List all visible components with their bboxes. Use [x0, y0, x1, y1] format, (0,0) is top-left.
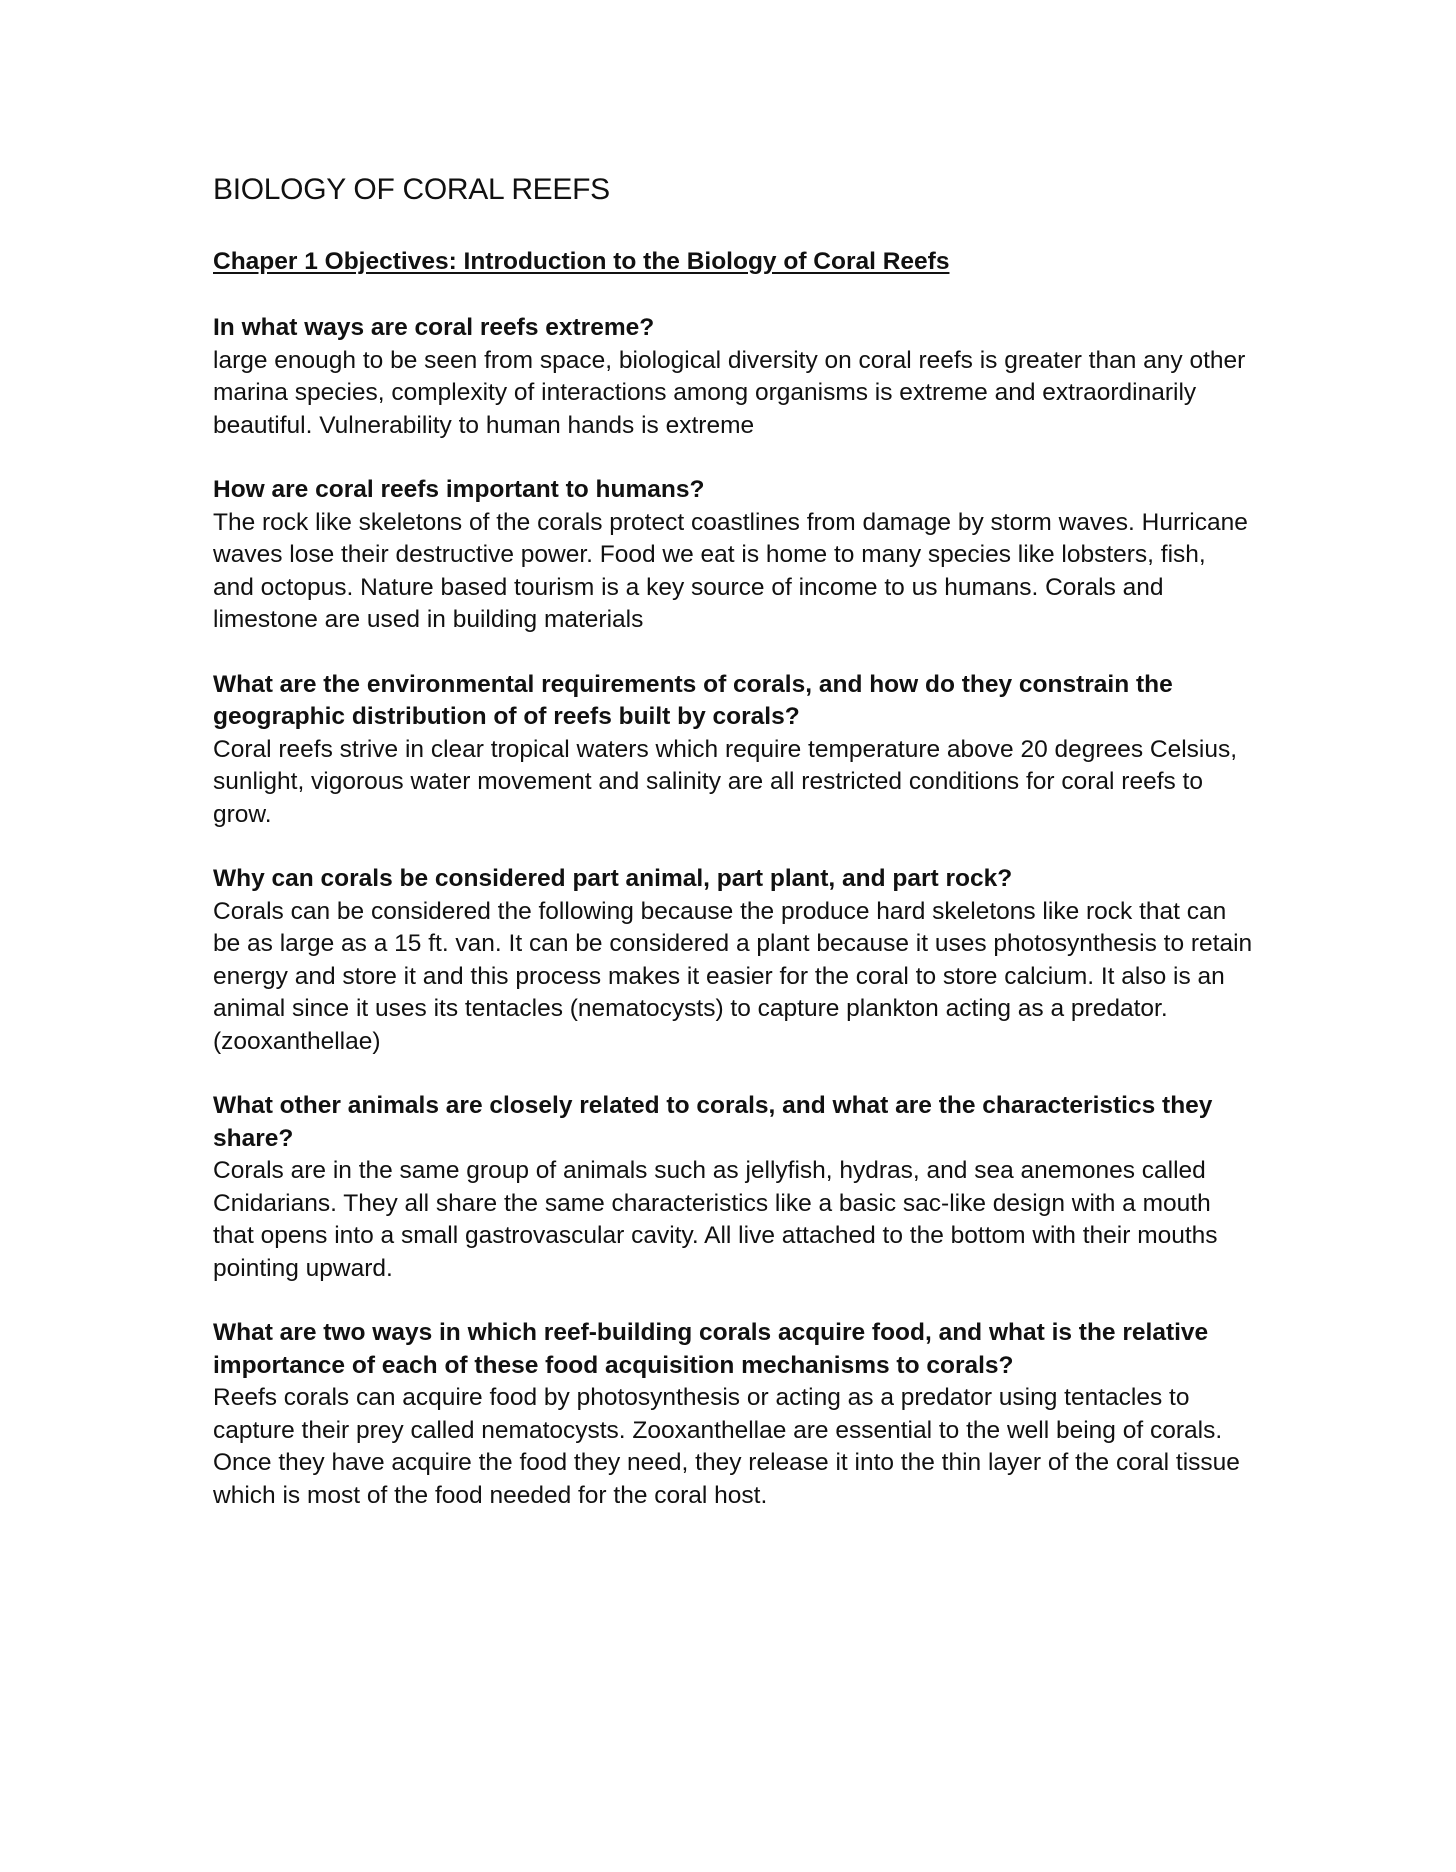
question: What other animals are closely related to corals, and what are the characteristics they share? [213, 1092, 1213, 1152]
chapter-heading: Chaper 1 Objectives: Introduction to the Biology of Coral Reefs [213, 248, 950, 275]
document-page [213, 170, 1253, 1544]
answer: large enough to be seen from space, biological diversity on coral reefs is greater than any other marina species, complexity of interactions among organisms is extreme and extraordinarily beautiful. Vulnerability to human hands is extreme [213, 346, 1246, 439]
qa-section [213, 312, 1253, 442]
answer: Coral reefs strive in clear tropical waters which require temperature above 20 degrees Celsius, sunlight, vigorous water movement and salinity are all restricted conditions for coral reefs to grow. [213, 735, 1238, 828]
question: What are two ways in which reef-building corals acquire food, and what is the relative importance of each of these food acquisition mechanisms to corals? [213, 1319, 1209, 1379]
question: How are coral reefs important to humans? [213, 476, 705, 503]
answer: Corals can be considered the following because the produce hard skeletons like rock that can be as large as a 15 ft. van. It can be considered a plant because it uses photosynthesis to retain energy and store it and this process makes it easier for the coral to store calcium. It also is an animal since it uses its tentacles (nematocysts) to capture plankton acting as a predator. (zooxanthellae) [213, 897, 1253, 1055]
qa-section [213, 1090, 1253, 1285]
question: Why can corals be considered part animal, part plant, and part rock? [213, 865, 1013, 892]
question: In what ways are coral reefs extreme? [213, 314, 655, 341]
answer: The rock like skeletons of the corals protect coastlines from damage by storm waves. Hurricane waves lose their destructive power. Food we eat is home to many species like lobsters, fish, and octopus. Nature based tourism is a key source of income to us humans. Corals and limestone are used in building materials [213, 508, 1248, 633]
qa-section [213, 669, 1253, 832]
qa-section [213, 474, 1253, 637]
answer: Reefs corals can acquire food by photosynthesis or acting as a predator using tentacles to capture their prey called nematocysts. Zooxanthellae are essential to the well being of corals. Once they have acquire the food they need, they release it into the thin layer of the coral tissue which is most of the food needed for the coral host. [213, 1384, 1240, 1509]
question: What are the environmental requirements of corals, and how do they constrain the geographic distribution of of reefs built by corals? [213, 670, 1173, 730]
document-title: BIOLOGY OF CORAL REEFS [213, 173, 610, 206]
qa-section [213, 863, 1253, 1058]
qa-section [213, 1317, 1253, 1512]
answer: Corals are in the same group of animals such as jellyfish, hydras, and sea anemones called Cnidarians. They all share the same characteristics like a basic sac-like design with a mouth that opens into a small gastrovascular cavity. All live attached to the bottom with their mouths pointing upward. [213, 1157, 1218, 1282]
